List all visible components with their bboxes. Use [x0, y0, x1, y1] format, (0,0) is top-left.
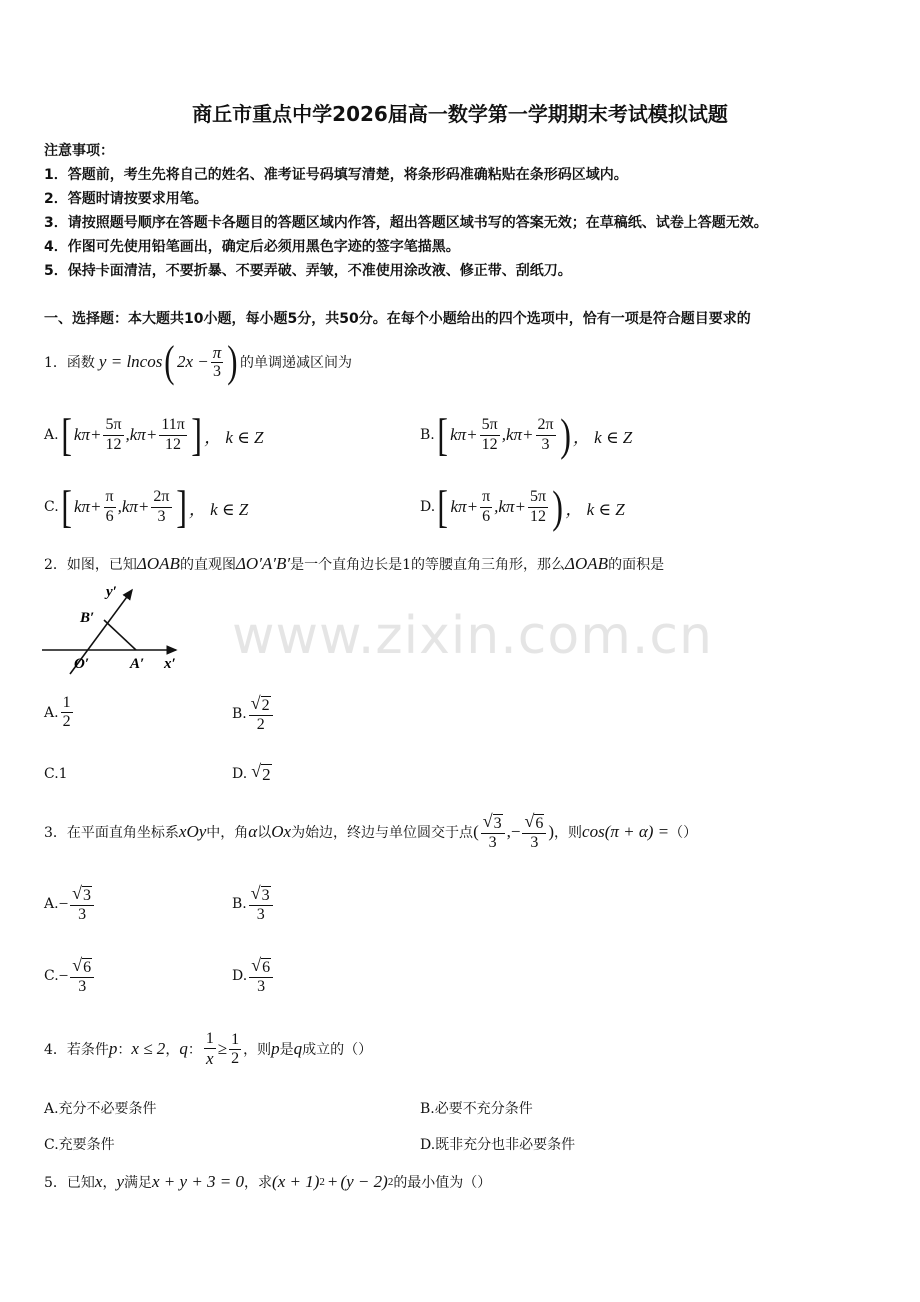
q1-d-open: [: [437, 481, 449, 532]
q4-frac1-num: 1: [204, 1030, 216, 1049]
q1-option-c[interactable]: [44, 481, 249, 532]
q3-plane: xOy: [178, 822, 207, 842]
q1-c-close: ]: [175, 481, 187, 532]
q3-text-5: ，则: [554, 825, 583, 842]
q1-a-open: [: [60, 409, 72, 460]
q5-sup-1: 2: [319, 1176, 325, 1188]
q1-frac-num: π: [212, 342, 222, 362]
q2-b-den: 2: [256, 716, 265, 734]
b-label: B′: [80, 610, 95, 626]
q1-option-a[interactable]: [44, 409, 264, 460]
q5-text-2: ，: [102, 1175, 117, 1191]
q1-d-num2: 5π: [528, 488, 548, 507]
q1-d-num1: π: [480, 488, 492, 507]
page-title: 商丘市重点中学2026届高一数学第一学期期末考试模拟试题: [192, 102, 728, 126]
q1-a-den2: 12: [165, 435, 182, 453]
q1-d-mid: ,kπ+: [494, 497, 526, 516]
q1-c-tail: ， k ∈ Z: [188, 499, 249, 519]
q2-option-a[interactable]: [44, 694, 75, 732]
q3-p1-rad: 3: [493, 815, 502, 832]
q2-option-b-label: B.: [232, 706, 247, 723]
q1-a-close: ]: [191, 409, 202, 460]
q4-geq: ≥: [217, 1039, 228, 1059]
q1-b-open: [: [437, 409, 448, 460]
q3-p2-rad: 6: [535, 815, 544, 832]
q3-angle: α: [248, 822, 258, 842]
q3-text-2: 中，角: [206, 825, 249, 842]
q1-paren-open: (: [164, 337, 175, 386]
q4-option-b[interactable]: B.必要不充分条件: [420, 1101, 533, 1117]
q3-point-open: (: [473, 822, 479, 842]
q4-option-d[interactable]: D.既非充分也非必要条件: [420, 1137, 576, 1153]
q1-function: y = lncos: [98, 352, 163, 371]
q4-text-1: 4．若条件: [44, 1042, 109, 1059]
q4-condition-p: x ≤ 2: [131, 1039, 166, 1059]
q3-option-a-label: A.: [44, 896, 59, 913]
q1-d-den2: 12: [529, 507, 546, 525]
q3-d-rad: 6: [262, 959, 271, 976]
q2-option-d[interactable]: D. √ 2: [232, 761, 271, 784]
q1-a-part1: kπ+: [73, 425, 102, 444]
q1-d-tail: ， k ∈ Z: [565, 499, 625, 519]
q3-a-sign: −: [58, 894, 69, 914]
q3-option-b-label: B.: [232, 896, 247, 913]
notice-item-4: 4．作图可先使用铅笔画出，确定后必须用黑色字迹的签字笔描黑。: [44, 239, 460, 255]
q1-a-num1: 5π: [103, 416, 123, 435]
q5-term-2: (y − 2): [340, 1172, 388, 1191]
x-label: x′: [164, 656, 176, 672]
question-2: [44, 554, 664, 574]
y-label: y′: [106, 584, 117, 600]
q4-frac1-den: x: [206, 1049, 214, 1069]
q5-y: y: [116, 1172, 125, 1191]
question-5: [44, 1172, 491, 1192]
q4-text-6: 是: [279, 1042, 294, 1059]
q4-frac2-num: 1: [229, 1031, 241, 1050]
notice-item-3: 3．请按照题号顺序在答题卡各题目的答题区域内作答，超出答题区域书写的答案无效；在草稿纸、试卷上答题无效。: [44, 215, 768, 231]
q5-plus: +: [327, 1172, 338, 1191]
q3-c-den: 3: [78, 978, 87, 996]
q2-text-3: 是一个直角边长是1的等腰直角三角形，那么: [290, 557, 566, 573]
q1-d-part1: kπ+: [450, 497, 479, 516]
q2-c-value: 1: [58, 766, 68, 782]
q1-inner: 2x −: [176, 352, 209, 371]
q4-p: p: [108, 1039, 118, 1059]
q5-x: x: [94, 1172, 103, 1191]
q1-d-close: ): [552, 481, 564, 532]
q5-text-3: 满足: [124, 1175, 153, 1191]
q3-point-close: ): [548, 822, 555, 842]
q2-d-rad: 2: [262, 765, 271, 784]
q1-c-den2: 3: [157, 507, 166, 525]
q1-b-mid: ,kπ+: [501, 425, 534, 444]
q2-b-rad: 2: [261, 697, 270, 714]
q4-text-7: 成立的（）: [302, 1042, 373, 1059]
q3-d-den: 3: [257, 978, 266, 996]
q1-number: 1．函数: [44, 355, 95, 371]
q4-q: q: [179, 1039, 188, 1059]
question-4: [44, 1030, 372, 1069]
q5-equation: x + y + 3 = 0: [152, 1172, 245, 1191]
q3-c-rad: 6: [83, 959, 92, 976]
q1-option-c-label: C.: [44, 499, 59, 515]
q3-text-3: 以: [257, 825, 272, 842]
q3-ray: Ox: [271, 822, 292, 842]
q4-p-2: p: [271, 1039, 280, 1059]
o-label: O′: [74, 656, 90, 672]
q1-a-den1: 12: [105, 435, 122, 453]
q2-a-num: 1: [61, 694, 73, 713]
q1-option-b-label: B.: [420, 427, 435, 443]
q5-text-4: ，求: [244, 1175, 273, 1191]
q1-frac-den: 3: [213, 363, 222, 381]
notice-item-5: 5．保持卡面清洁，不要折暴、不要弄破、弄皱，不准使用涂改液、修正带、刮纸刀。: [44, 263, 572, 279]
q1-c-num1: π: [104, 488, 116, 507]
q4-frac2-den: 2: [231, 1049, 240, 1067]
q2-text-2: 的直观图: [179, 557, 236, 573]
question-1: [44, 337, 352, 386]
q3-option-c[interactable]: C. − √ 6 3: [44, 956, 96, 997]
q1-option-a-label: A.: [44, 427, 59, 443]
q3-option-c-label: C.: [44, 968, 59, 985]
q1-paren-close: ): [227, 337, 238, 386]
section-heading: 一、选择题：本大题共10小题，每小题5分，共50分。在每个小题给出的四个选项中，恰有一项是符合题目要求的: [44, 311, 751, 327]
q1-a-tail: ， k ∈ Z: [204, 427, 264, 447]
q1-fraction: [211, 343, 224, 382]
q1-option-d-label: D.: [420, 499, 436, 515]
q4-option-a[interactable]: A.充分不必要条件: [44, 1101, 157, 1117]
q4-text-3: ，: [165, 1042, 180, 1059]
q3-option-b[interactable]: B. √ 3 3: [232, 884, 275, 925]
q3-text-6: （）: [669, 825, 698, 842]
q4-text-2: ：: [117, 1042, 132, 1059]
q3-option-a[interactable]: A. − √ 3 3: [44, 884, 96, 925]
q3-p2-den: 3: [530, 834, 539, 852]
q3-option-d[interactable]: D. √ 6 3: [232, 956, 275, 997]
q2-option-b[interactable]: B. √ 2 2: [232, 694, 275, 735]
q4-text-5: ，则: [243, 1042, 272, 1059]
q2-option-a-label: A.: [44, 704, 59, 721]
watermark: www.zixin.com.cn: [232, 606, 713, 666]
q2-option-c-label: C.: [44, 766, 59, 782]
q1-b-part1: kπ+: [450, 425, 478, 444]
q3-a-den: 3: [78, 906, 87, 924]
q2-option-d-label: D.: [232, 765, 248, 782]
q3-b-rad: 3: [261, 887, 270, 904]
notice-item-2: 2．答题时请按要求用笔。: [44, 191, 208, 207]
q1-option-d[interactable]: [420, 481, 625, 532]
q3-text-4: 为始边，终边与单位圆交于点: [291, 825, 474, 842]
q1-c-mid: ,kπ+: [117, 497, 150, 516]
q3-comma: ,−: [506, 822, 521, 842]
q1-c-den1: 6: [105, 507, 114, 525]
q1-b-close: ): [559, 409, 571, 460]
q2-text-4: 的面积是: [608, 557, 665, 573]
q2-triangle-3: ΔOAB: [565, 554, 609, 573]
q1-d-den1: 6: [482, 507, 491, 525]
notice-item-1: 1．答题前，考生先将自己的姓名、准考证号码填写清楚，将条形码准确粘贴在条形码区域内。: [44, 167, 628, 183]
q1-c-num2: 2π: [151, 488, 171, 507]
a-label: A′: [130, 656, 145, 672]
q5-text-1: 5．已知: [44, 1175, 95, 1191]
q5-text-5: 的最小值为（）: [393, 1175, 492, 1191]
q2-triangle-2: ΔO′A′B′: [235, 554, 291, 573]
q3-a-rad: 3: [83, 887, 92, 904]
q1-b-tail: ， k ∈ Z: [572, 427, 633, 447]
q4-text-4: ：: [187, 1042, 202, 1059]
q1-a-num2: 11π: [159, 416, 186, 435]
q2-option-c[interactable]: [44, 766, 68, 782]
question-3: 3．在平面直角坐标系 xOy 中，角 α 以 Ox 为始边，终边与单位圆交于点 ( √ 3 3 ,− √ 6 3 ) ，则 cos(π + α) = （）: [44, 811, 698, 852]
q3-option-d-label: D.: [232, 968, 248, 985]
q3-c-sign: −: [58, 966, 69, 986]
hypotenuse: [104, 620, 136, 650]
q1-a-mid: ,kπ+: [125, 425, 158, 444]
q1-b-den2: 3: [541, 435, 550, 453]
q1-c-part1: kπ+: [74, 497, 102, 516]
q4-option-c[interactable]: C.充要条件: [44, 1137, 115, 1153]
q5-term-1: (x + 1): [272, 1172, 320, 1191]
q1-option-b[interactable]: [420, 409, 633, 460]
q3-b-den: 3: [256, 906, 265, 924]
q1-c-open: [: [60, 481, 72, 532]
q4-q-2: q: [293, 1039, 303, 1059]
q3-cos-expr: cos(π + α) =: [582, 822, 670, 842]
q2-triangle-1: ΔOAB: [136, 554, 180, 573]
q2-a-den: 2: [62, 713, 71, 731]
q1-b-num2: 2π: [536, 416, 556, 435]
q1-b-den1: 12: [481, 435, 498, 453]
notice-heading: 注意事项：: [44, 143, 114, 159]
q5-sup-2: 2: [387, 1176, 394, 1188]
q3-p1-den: 3: [488, 834, 497, 852]
q2-text-1: 2．如图，已知: [44, 557, 137, 573]
q1-b-num1: 5π: [480, 416, 500, 435]
q2-figure: [40, 584, 190, 680]
q1-tail: 的单调递减区间为: [239, 355, 352, 371]
q3-text-1: 3．在平面直角坐标系: [44, 825, 179, 842]
